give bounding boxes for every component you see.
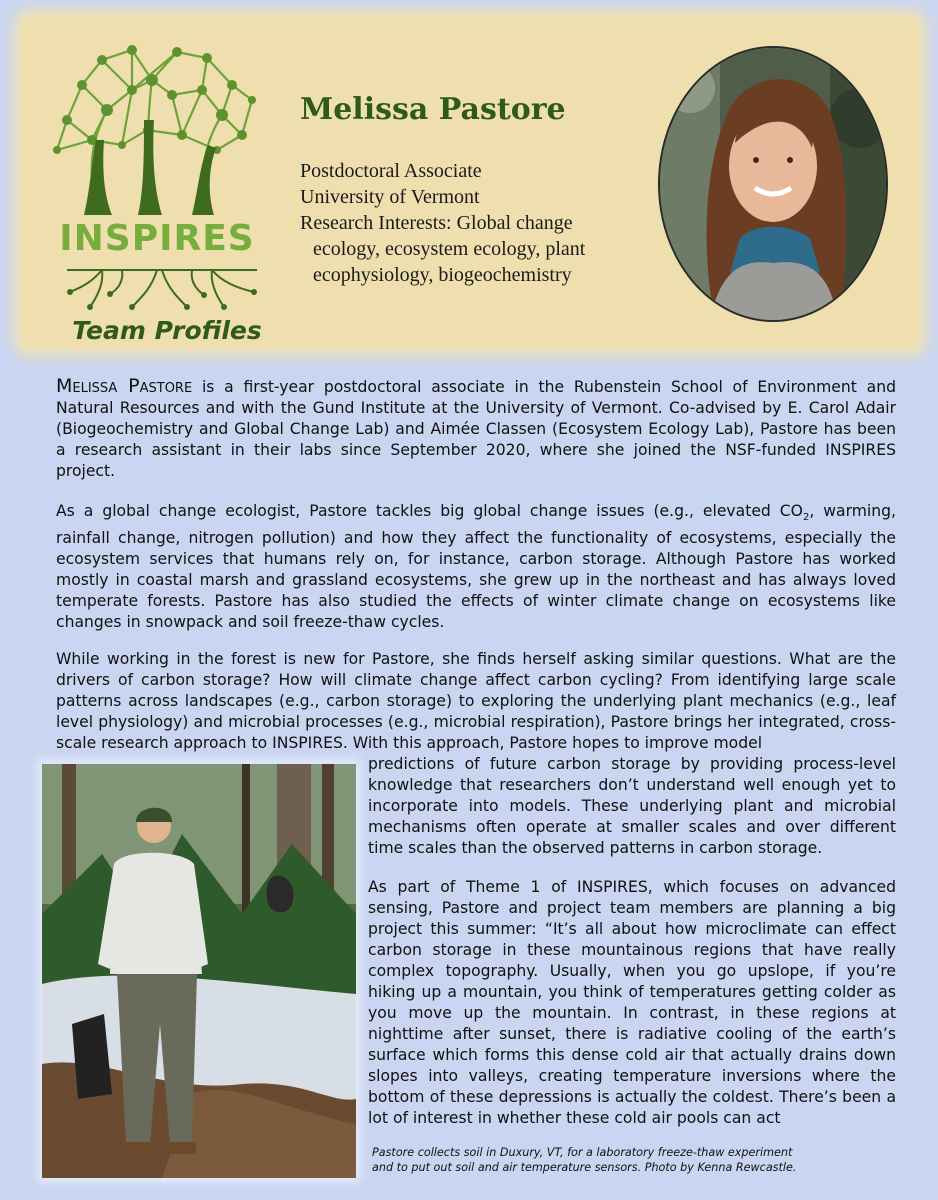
paragraph-intro bbox=[56, 376, 896, 482]
research-interests-line-1: Research Interests: Global change bbox=[300, 212, 573, 234]
research-interests-line-3: ecophysiology, biogeochemistry bbox=[313, 264, 572, 286]
roots-icon bbox=[62, 262, 262, 312]
profile-header bbox=[22, 18, 918, 348]
logo-wordmark: INSPIRES bbox=[59, 218, 255, 259]
research-interests-line-2: ecology, ecosystem ecology, plant bbox=[313, 238, 586, 260]
paragraph-intro-text: is a first-year postdoctoral associate in the Rubenstein School of Environment and Natural Resources and with the Gund Institute at the University of Vermont. Co-advised by E. Carol Adair (Biogeochemistry and Global Change Lab) and Aimée Classen (Ecosystem Ecology Lab), Pastore has been a research assistant in their labs since September 2020, where she joined the NSF-funded INSPIRES project. bbox=[56, 378, 896, 480]
portrait-photo bbox=[658, 46, 888, 322]
position-title: Postdoctoral Associate bbox=[300, 160, 482, 182]
team-profiles-label: Team Profiles bbox=[72, 316, 262, 345]
profile-info bbox=[300, 158, 660, 288]
paragraph-forest-questions-text: While working in the forest is new for Pastore, she finds herself asking similar questions. What are the drivers of carbon storage? How will climate change affect carbon cycling? From identifying large scale patterns across landscapes (e.g., carbon storage) to exploring the underlying plant mechanics (e.g., leaf level physiology) and microbial processes (e.g., microbial respiration), Pastore brings her integrated, cross-scale research approach to INSPIRES. With this approach, Pastore hopes to improve model bbox=[56, 650, 896, 752]
field-photo bbox=[42, 764, 356, 1178]
paragraph-forest-questions bbox=[56, 649, 896, 754]
lead-name: Melissa Pastore bbox=[56, 375, 193, 397]
co2-subscript: 2 bbox=[802, 512, 810, 524]
institution: University of Vermont bbox=[300, 186, 480, 208]
inspires-logo bbox=[52, 40, 272, 350]
paragraph-theme-1-text: As part of Theme 1 of INSPIRES, which focuses on advanced sensing, Pastore and project team members are planning a big project this summer: “It’s all about how microclimate can effect carbon storage in these mountainous regions that have really complex topography. Usually, when you go upslope, if you’re hiking up a mountain, you think of temperatures getting colder as you move up the mountain. In contrast, in these regions at nighttime after sunset, there is radiative cooling of the earth’s surface which forms this dense cold air that actually drains down slopes into valleys, creating temperature inversions where the bottom of these depressions is actually the coldest. There’s been a lot of interest in whether these cold air pools can act bbox=[368, 878, 896, 1127]
photo-caption bbox=[372, 1145, 892, 1175]
paragraph-model-predictions bbox=[368, 754, 896, 859]
paragraph-global-change-text-a: As a global change ecologist, Pastore tackles big global change issues (e.g., elevated CO bbox=[56, 502, 803, 520]
photo-caption-line-1: Pastore collects soil in Duxury, VT, for a laboratory freeze-thaw experiment bbox=[372, 1146, 793, 1159]
paragraph-model-predictions-text: predictions of future carbon storage by providing process-level knowledge that researchers don’t understand well enough yet to incorporate into models. These underlying plant and microbial mechanisms often operate at smaller scales and over different time scales than the observed patterns in carbon storage. bbox=[368, 755, 896, 857]
photo-caption-line-2: and to put out soil and air temperature sensors. Photo by Kenna Rewcastle. bbox=[372, 1161, 797, 1174]
paragraph-global-change bbox=[56, 501, 896, 633]
paragraph-global-change-text-b: , warming, rainfall change, nitrogen pollution) and how they affect the functionality of ecosystems, especially the ecosystem services that humans rely on, for instance, carbon storage. Although Pastore has worked mostly in coastal marsh and grassland ecosystems, she grew up in the northeast and has always loved temperate forests. Pastore has also studied the effects of winter climate change on ecosystems like changes in snowpack and soil freeze-thaw cycles. bbox=[56, 502, 896, 632]
tree-network-icon bbox=[52, 40, 262, 220]
profile-name: Melissa Pastore bbox=[300, 92, 566, 127]
paragraph-theme-1 bbox=[368, 877, 896, 1129]
